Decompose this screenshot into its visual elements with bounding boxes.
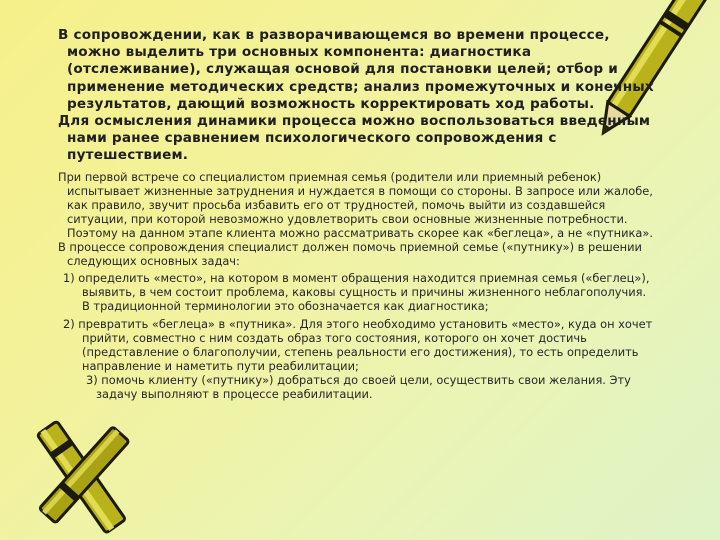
paragraph-dynamics: Для осмысления динамики процесса можно воспользоваться введенным нами ранее сравнением психологического сопровождения с путешествием. xyxy=(58,113,651,164)
paragraph-tasks-intro: В процессе сопровождения специалист должен помочь приемной семье («путнику») в решении следующих основных задач: xyxy=(58,240,642,269)
list-item-task-3: 3) помочь клиенту («путнику») добраться до своей цели, осуществить свои желания. Эту задачу выполняют в процессе реабилитации. xyxy=(86,372,631,402)
paragraph-first-meeting: При первой встрече со специалистом приемная семья (родители или приемный ребенок) испытывает жизненные затруднения и нуждается в помощи со стороны. В запросе или жалобе, как правило, звучит просьба избавить его от трудностей, помочь выйти из создавшейся ситуации, при которой невозможно удовлетворить свои основные жизненные потребности. Поэтому на данном этапе клиента можно рассматривать скорее как «беглеца», а не «путника». xyxy=(58,169,653,240)
list-item-task-2: 2) превратить «беглеца» в «путника». Для этого необходимо установить «место», куда он хочет прийти, совместно с ним создать образ того состояния, которого он хочет достичь (представление о благополучии, степень реальности его достижения), то есть определить направление и наметить пути реабилитации; xyxy=(63,316,653,373)
pencil-bottom-left-icon xyxy=(30,415,140,540)
list-item-task-1: 1) определить «место», на котором в момент обращения находится приемная семья («беглец»), выявить, в чем состоит проблема, каковы сущность и причины жизненного неблагополучия. В традиционной терминологии это обозначается как диагностика; xyxy=(63,271,650,314)
text-block xyxy=(58,27,656,401)
paragraph-components: В сопровождении, как в разворачивающемся во времени процессе, можно выделить три основных компонента: диагностика (отслеживание), служащая основой для постановки целей; отбор и применение методических средств; анализ промежуточных и конечных результатов, дающий возможность корректировать ход работы. xyxy=(58,27,654,112)
